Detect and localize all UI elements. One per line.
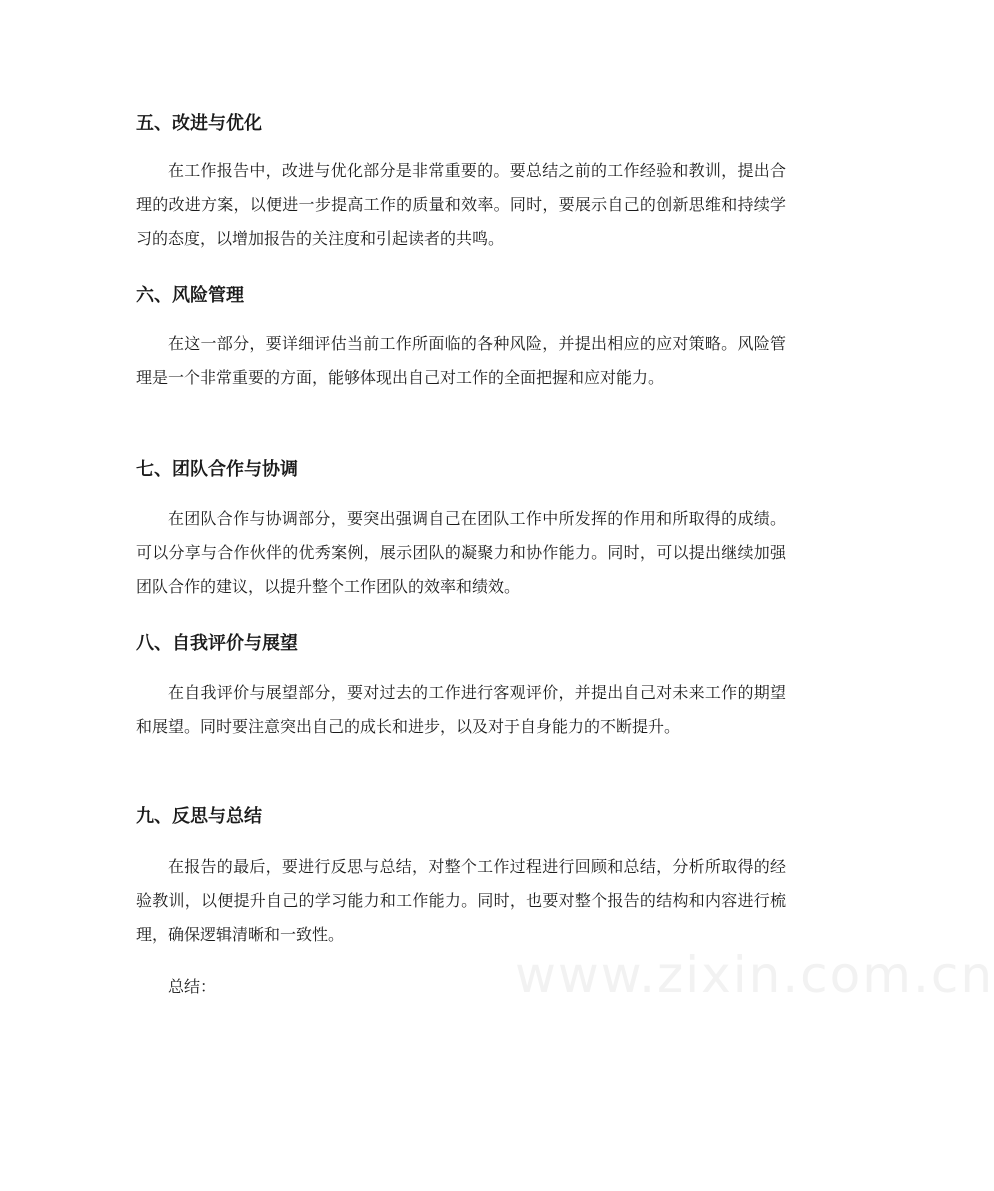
section-paragraph-8: 在自我评价与展望部分，要对过去的工作进行客观评价，并提出自己对未来工作的期望和展望。同时要注意突出自己的成长和进步，以及对于自身能力的不断提升。 <box>136 683 786 736</box>
section-heading-5: 五、改进与优化 <box>136 113 262 134</box>
section-heading-7: 七、团队合作与协调 <box>136 459 298 480</box>
summary-label: 总结： <box>168 977 217 996</box>
section-paragraph-6: 在这一部分，要详细评估当前工作所面临的各种风险，并提出相应的应对策略。风险管理是一个非常重要的方面，能够体现出自己对工作的全面把握和应对能力。 <box>136 334 786 387</box>
section-paragraph-7: 在团队合作与协调部分，要突出强调自己在团队工作中所发挥的作用和所取得的成绩。可以分享与合作伙伴的优秀案例，展示团队的凝聚力和协作能力。同时，可以提出继续加强团队合作的建议，以提升整个工作团队的效率和绩效。 <box>136 509 786 596</box>
section-heading-6: 六、风险管理 <box>136 285 244 306</box>
watermark-text: www.zixin.com.cn <box>515 946 994 1004</box>
section-heading-8: 八、自我评价与展望 <box>136 633 298 654</box>
section-heading-9: 九、反思与总结 <box>136 806 262 827</box>
section-paragraph-5: 在工作报告中，改进与优化部分是非常重要的。要总结之前的工作经验和教训，提出合理的改进方案，以便进一步提高工作的质量和效率。同时，要展示自己的创新思维和持续学习的态度，以增加报告的关注度和引起读者的共鸣。 <box>136 161 786 248</box>
section-paragraph-9: 在报告的最后，要进行反思与总结，对整个工作过程进行回顾和总结，分析所取得的经验教训，以便提升自己的学习能力和工作能力。同时，也要对整个报告的结构和内容进行梳理，确保逻辑清晰和一致性。 <box>136 857 786 944</box>
